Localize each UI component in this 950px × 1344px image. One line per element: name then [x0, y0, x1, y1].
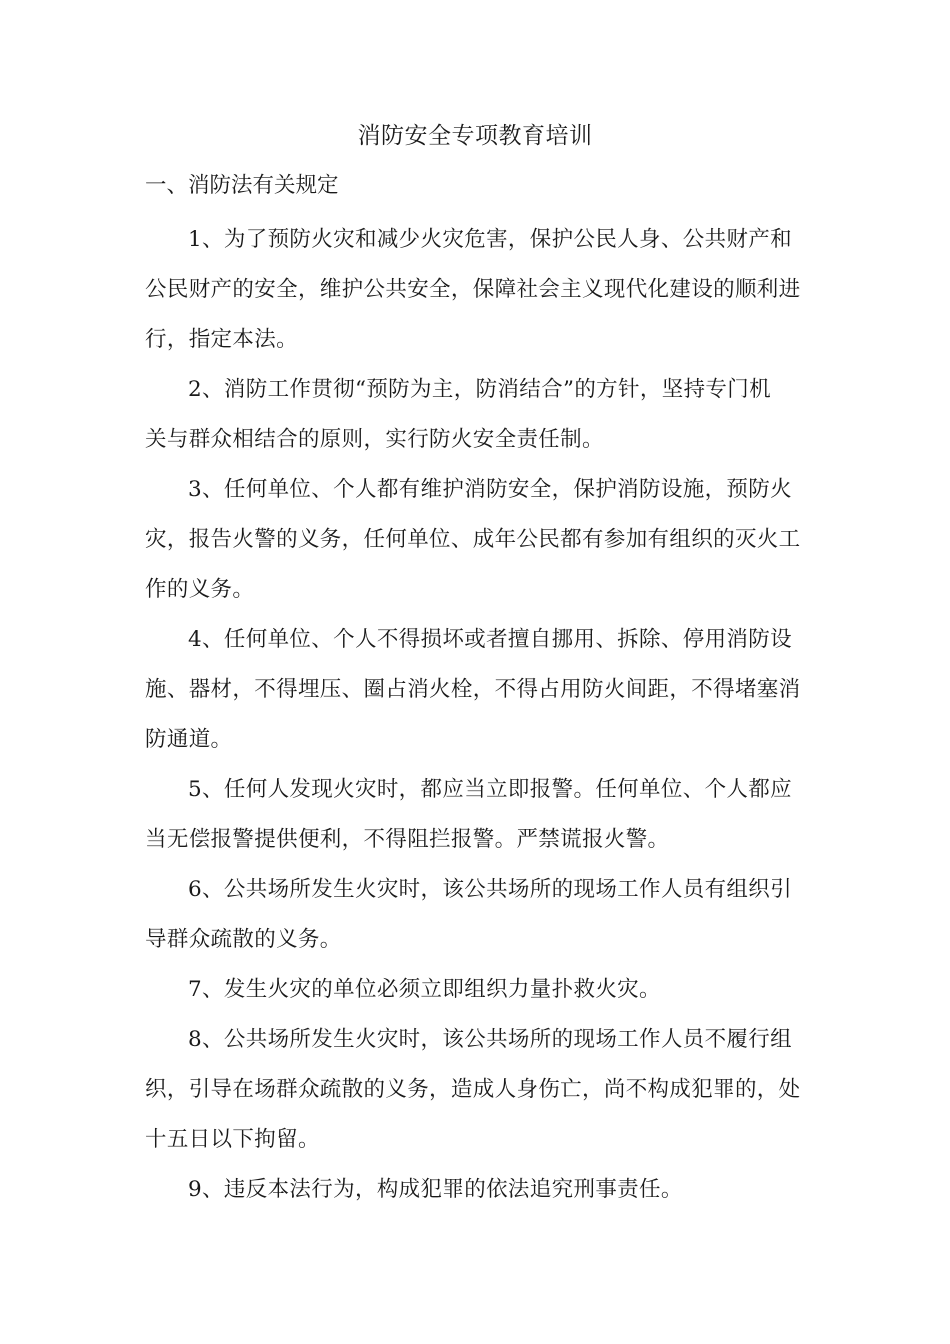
- paragraph-9-line-1: 9、违反本法行为，构成犯罪的依法追究刑事责任。: [188, 1177, 683, 1202]
- paragraph-7-line-1: 7、发生火灾的单位必须立即组织力量扑救火灾。: [188, 977, 661, 1002]
- paragraph-1-line-3: 行，指定本法。: [145, 327, 298, 352]
- section-heading: 一、消防法有关规定: [145, 173, 339, 198]
- paragraph-6-line-2: 导群众疏散的义务。: [145, 927, 342, 952]
- paragraph-1-line-1: 1、为了预防火灾和减少火灾危害，保护公民人身、公共财产和: [188, 227, 792, 252]
- paragraph-5-line-1: 5、任何人发现火灾时，都应当立即报警。任何单位、个人都应: [188, 777, 792, 802]
- paragraph-8-line-2: 织，引导在场群众疏散的义务，造成人身伤亡，尚不构成犯罪的，处: [145, 1077, 801, 1102]
- paragraph-5-line-2: 当无偿报警提供便利，不得阻拦报警。严禁谎报火警。: [145, 827, 670, 852]
- paragraph-8-line-3: 十五日以下拘留。: [145, 1127, 320, 1152]
- paragraph-8-line-1: 8、公共场所发生火灾时，该公共场所的现场工作人员不履行组: [188, 1027, 792, 1052]
- paragraph-3-line-3: 作的义务。: [145, 577, 255, 602]
- paragraph-3-line-1: 3、任何单位、个人都有维护消防安全，保护消防设施，预防火: [188, 477, 792, 502]
- paragraph-4-line-3: 防通道。: [145, 727, 233, 752]
- paragraph-6-line-1: 6、公共场所发生火灾时，该公共场所的现场工作人员有组织引: [188, 877, 792, 902]
- paragraph-1-line-2: 公民财产的安全，维护公共安全，保障社会主义现代化建设的顺利进: [145, 277, 801, 302]
- paragraph-3-line-2: 灾，报告火警的义务，任何单位、成年公民都有参加有组织的灭火工: [145, 527, 801, 552]
- paragraph-4-line-2: 施、器材，不得埋压、圈占消火栓，不得占用防火间距，不得堵塞消: [145, 677, 801, 702]
- paragraph-4-line-1: 4、任何单位、个人不得损坏或者擅自挪用、拆除、停用消防设: [188, 627, 792, 652]
- paragraph-2-line-1: 2、消防工作贯彻“预防为主，防消结合”的方针，坚持专门机: [188, 377, 771, 402]
- paragraph-2-line-2: 关与群众相结合的原则，实行防火安全责任制。: [145, 427, 604, 452]
- document-title: 消防安全专项教育培训: [357, 123, 593, 149]
